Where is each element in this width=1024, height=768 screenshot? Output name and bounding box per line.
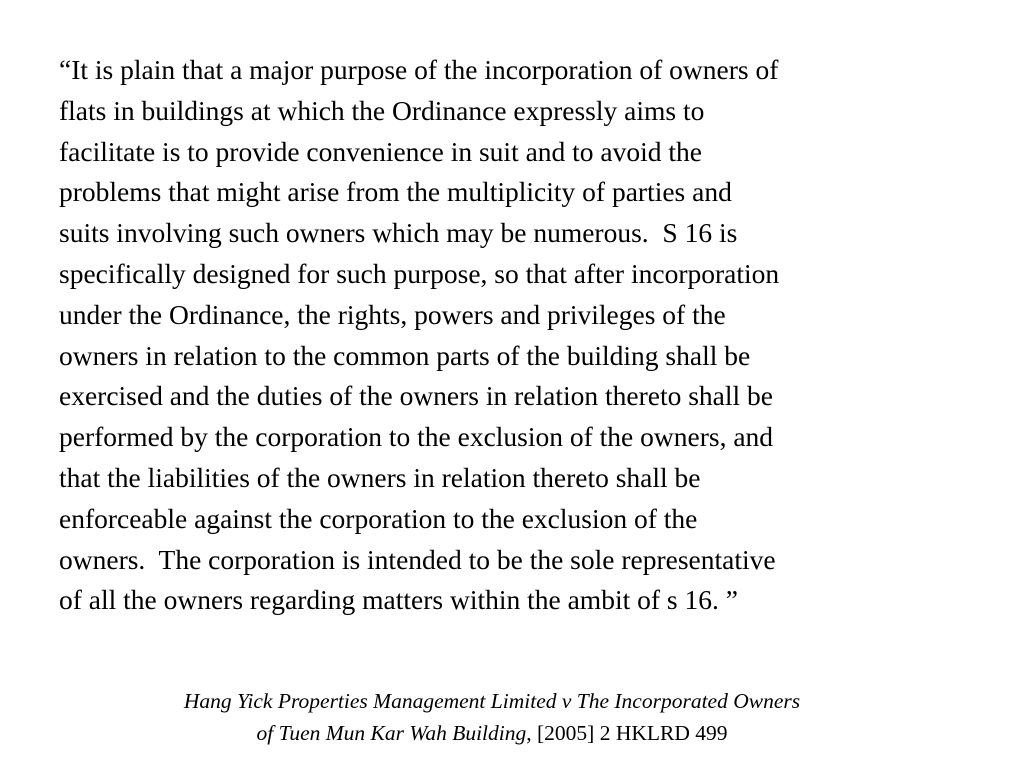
citation-case-name-line-1: Hang Yick Properties Management Limited v The Incorporated Owners [183,689,801,713]
quote-line: owners in relation to the common parts of the building shall be [59,339,751,371]
quote-line: owners. The corporation is intended to be the sole representative [59,543,776,575]
quote-line: exercised and the duties of the owners in relation thereto shall be [59,380,773,412]
citation-line-2 [0,717,984,749]
quote-line: specifically designed for such purpose, so that after incorporation [59,257,780,289]
quote-line: suits involving such owners which may be numerous. S 16 is [59,217,738,249]
quote-line: problems that might arise from the multiplicity of parties and [59,176,732,208]
citation-report-reference: , [2005] 2 HKLRD 499 [526,721,728,745]
quote-line: performed by the corporation to the exclusion of the owners, and [59,421,774,453]
quote-line: of all the owners regarding matters within the ambit of s 16. ” [59,584,738,616]
citation-case-name-line-2: of Tuen Mun Kar Wah Building [256,721,527,745]
case-citation [0,685,984,749]
quote-line: “It is plain that a major purpose of the incorporation of owners of [59,54,779,85]
quote-line: facilitate is to provide convenience in suit and to avoid the [59,135,703,167]
quote-line: enforceable against the corporation to the exclusion of the [59,502,698,534]
quote-line: flats in buildings at which the Ordinance expressly aims to [59,94,705,126]
quote-line: that the liabilities of the owners in relation thereto shall be [59,461,701,493]
quote-line: under the Ordinance, the rights, powers and privileges of the [59,298,726,330]
quote-paragraph [59,50,979,621]
